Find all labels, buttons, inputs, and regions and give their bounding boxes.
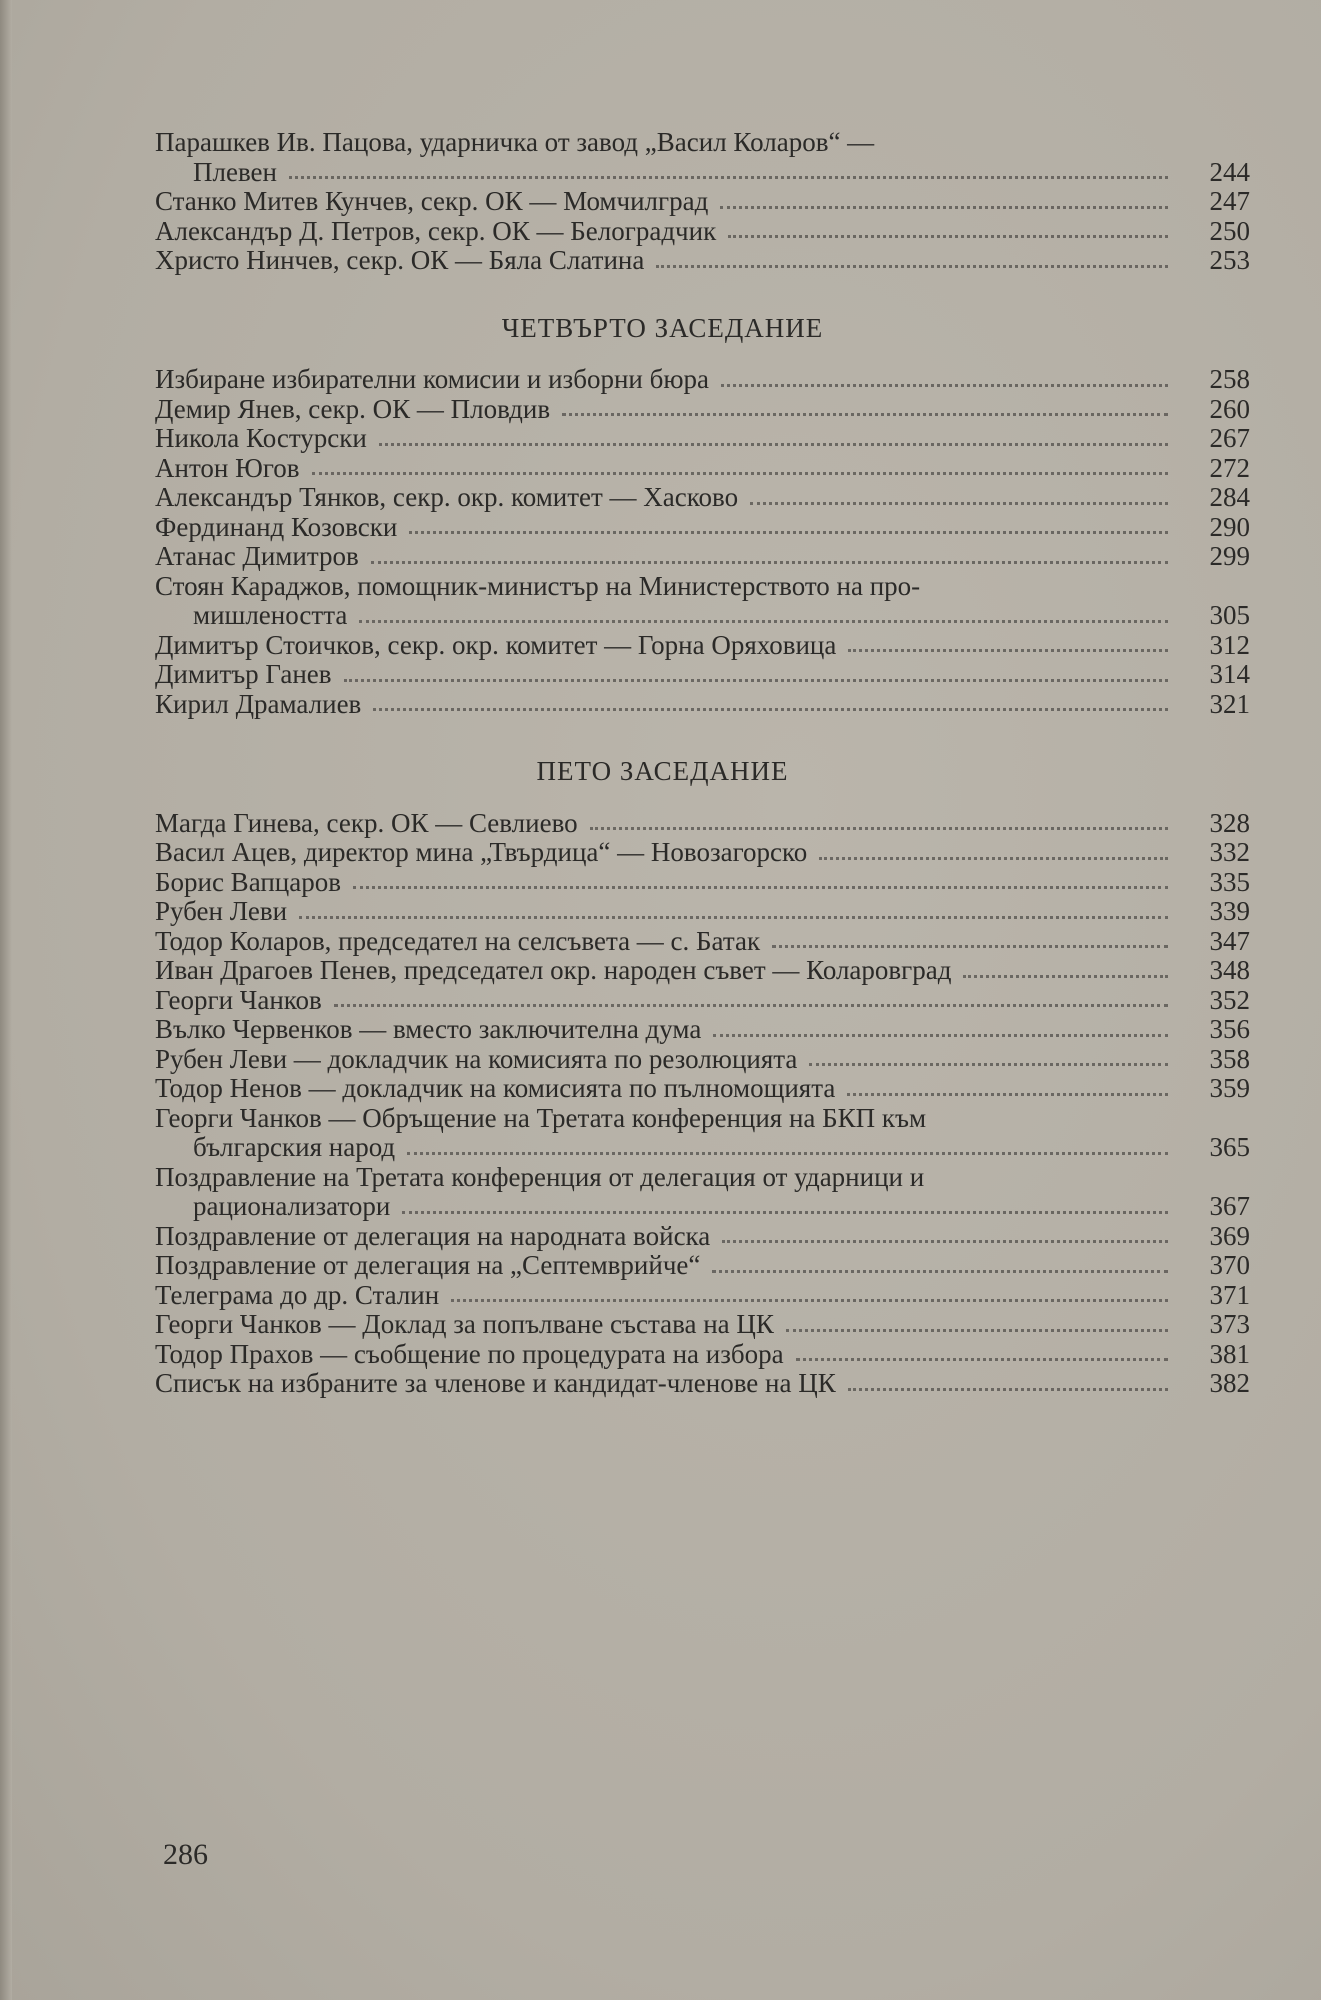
toc-entry bbox=[155, 454, 1250, 484]
entry-title: Поздравление на Третата конференция от делегация от ударници и bbox=[155, 1161, 925, 1192]
entry-page-number: 299 bbox=[1209, 541, 1250, 571]
dot-leader bbox=[359, 620, 1168, 623]
page-number: 286 bbox=[163, 1838, 208, 1871]
toc-entry bbox=[155, 365, 1250, 395]
entry-title: Александър Д. Петров, секр. ОК — Белоградчик bbox=[155, 215, 717, 246]
entry-page-number: 260 bbox=[1209, 393, 1250, 424]
entry-page-number: 321 bbox=[1209, 688, 1250, 719]
entry-title: Васил Ацев, директор мина „Твърдица“ — Новозагорско bbox=[155, 837, 808, 867]
dot-leader bbox=[656, 265, 1168, 268]
entry-title: Христо Нинчев, секр. ОК — Бяла Слатина bbox=[155, 245, 645, 275]
entry-title: Тодор Прахов — съобщение по процедурата на избора bbox=[155, 1338, 784, 1369]
entry-title: Кирил Драмалиев bbox=[155, 688, 362, 719]
toc-entry bbox=[155, 1340, 1250, 1370]
toc-entry bbox=[155, 246, 1250, 276]
toc-entry bbox=[155, 187, 1250, 217]
section-heading: ПЕТО ЗАСЕДАНИЕ bbox=[536, 756, 789, 786]
toc-entry bbox=[155, 1074, 1250, 1104]
dot-leader bbox=[299, 916, 1168, 919]
dot-leader bbox=[334, 1004, 1168, 1007]
entry-title-continuation: рационализатори bbox=[193, 1191, 391, 1221]
toc-entry bbox=[155, 513, 1250, 543]
dot-leader bbox=[796, 1358, 1168, 1361]
toc-entry bbox=[155, 956, 1250, 986]
entry-title: Георги Чанков — Обръщение на Третата конференция на БКП към bbox=[155, 1102, 927, 1133]
dot-leader bbox=[344, 679, 1168, 682]
dot-leader bbox=[722, 1240, 1168, 1243]
entry-title: Тодор Коларов, председател на селсъвета — с. Батак bbox=[155, 925, 761, 956]
dot-leader bbox=[590, 827, 1168, 830]
toc-entry bbox=[155, 660, 1250, 690]
dot-leader bbox=[451, 1299, 1168, 1302]
dot-leader bbox=[562, 413, 1168, 416]
entry-title: Магда Гинева, секр. ОК — Севлиево bbox=[155, 807, 578, 838]
toc-entry bbox=[155, 483, 1250, 513]
entry-page-number: 250 bbox=[1209, 215, 1250, 246]
dot-leader bbox=[772, 945, 1168, 948]
toc-entry bbox=[155, 424, 1250, 454]
entry-page-number: 356 bbox=[1209, 1014, 1250, 1044]
entry-page-number: 352 bbox=[1209, 984, 1250, 1015]
entry-title: Списък на избраните за членове и кандидат-членове на ЦК bbox=[155, 1368, 836, 1398]
entry-title: Атанас Димитров bbox=[155, 541, 359, 571]
entry-title: Александър Тянков, секр. окр. комитет — Хасково bbox=[155, 482, 739, 512]
toc-entry bbox=[155, 927, 1250, 957]
entry-page-number: 358 bbox=[1209, 1043, 1250, 1074]
entry-title-continuation: мишлеността bbox=[193, 600, 348, 630]
dot-leader bbox=[720, 206, 1168, 209]
entry-title: Фердинанд Козовски bbox=[155, 511, 398, 542]
dot-leader bbox=[712, 1270, 1168, 1273]
dot-leader bbox=[721, 384, 1168, 387]
entry-page-number: 347 bbox=[1209, 925, 1250, 956]
dot-leader bbox=[750, 502, 1168, 505]
toc-entry bbox=[155, 1104, 1250, 1163]
entry-page-number: 272 bbox=[1209, 452, 1250, 483]
toc-entry bbox=[155, 986, 1250, 1016]
toc-entry bbox=[155, 1251, 1250, 1281]
entry-title: Никола Костурски bbox=[155, 423, 367, 453]
dot-leader bbox=[407, 1152, 1168, 1155]
toc-entry bbox=[155, 838, 1250, 868]
entry-title: Димитър Стоичков, секр. окр. комитет — Горна Оряховица bbox=[155, 629, 837, 660]
toc-entry bbox=[155, 1310, 1250, 1340]
entry-title: Станко Митев Кунчев, секр. ОК — Момчилград bbox=[155, 186, 709, 216]
entry-page-number: 267 bbox=[1209, 423, 1250, 453]
entry-title: Рубен Леви bbox=[155, 896, 288, 926]
section-heading: ЧЕТВЪРТО ЗАСЕДАНИЕ bbox=[501, 312, 824, 343]
entry-title: Поздравление от делегация на народната войска bbox=[155, 1220, 711, 1251]
entry-page-number: 312 bbox=[1209, 629, 1250, 660]
toc-entry bbox=[155, 1222, 1250, 1252]
entry-page-number: 305 bbox=[1209, 600, 1250, 630]
entry-title: Антон Югов bbox=[155, 452, 300, 483]
entry-page-number: 332 bbox=[1209, 837, 1250, 867]
entry-page-number: 314 bbox=[1209, 659, 1250, 689]
entry-title: Тодор Ненов — докладчик на комисията по пълномощията bbox=[155, 1073, 836, 1103]
dot-leader bbox=[809, 1063, 1168, 1066]
toc-entry bbox=[155, 1281, 1250, 1311]
toc-section bbox=[155, 314, 1250, 720]
dot-leader bbox=[289, 176, 1168, 179]
toc-section bbox=[155, 128, 1250, 276]
entry-title: Георги Чанков bbox=[155, 984, 322, 1015]
entry-page-number: 382 bbox=[1209, 1368, 1250, 1398]
dot-leader bbox=[847, 1093, 1168, 1096]
entry-page-number: 371 bbox=[1209, 1279, 1250, 1310]
entry-title: Иван Драгоев Пенев, председател окр. народен съвет — Коларовград bbox=[155, 955, 952, 985]
entry-page-number: 244 bbox=[1209, 156, 1250, 187]
toc-entry bbox=[155, 897, 1250, 927]
dot-leader bbox=[848, 1388, 1168, 1391]
entry-page-number: 339 bbox=[1209, 896, 1250, 926]
entry-page-number: 328 bbox=[1209, 807, 1250, 838]
entry-page-number: 253 bbox=[1209, 245, 1250, 275]
dot-leader bbox=[371, 561, 1168, 564]
entry-page-number: 381 bbox=[1209, 1338, 1250, 1369]
entry-title: Демир Янев, секр. ОК — Пловдив bbox=[155, 393, 551, 424]
dot-leader bbox=[848, 649, 1168, 652]
entry-title-continuation: Плевен bbox=[193, 156, 277, 187]
entry-title: Стоян Караджов, помощник-министър на Министерството на про- bbox=[155, 570, 921, 601]
entry-page-number: 359 bbox=[1209, 1073, 1250, 1103]
dot-leader bbox=[963, 975, 1168, 978]
toc-entry bbox=[155, 1369, 1250, 1399]
dot-leader bbox=[409, 531, 1168, 534]
entry-page-number: 367 bbox=[1209, 1191, 1250, 1221]
entry-title: Борис Вапцаров bbox=[155, 866, 341, 897]
entry-title: Поздравление от делегация на „Септемврийче“ bbox=[155, 1250, 701, 1280]
toc-entry bbox=[155, 542, 1250, 572]
toc-entry bbox=[155, 690, 1250, 720]
entry-page-number: 258 bbox=[1209, 364, 1250, 394]
entry-page-number: 284 bbox=[1209, 482, 1250, 512]
entry-title: Телеграма до др. Сталин bbox=[155, 1279, 440, 1310]
dot-leader bbox=[402, 1211, 1168, 1214]
entry-page-number: 373 bbox=[1209, 1309, 1250, 1339]
toc-entry bbox=[155, 631, 1250, 661]
toc-entry bbox=[155, 1015, 1250, 1045]
entry-page-number: 247 bbox=[1209, 186, 1250, 216]
entry-title: Парашкев Ив. Пацова, ударничка от завод „Васил Коларов“ — bbox=[155, 127, 875, 157]
toc-section bbox=[155, 757, 1250, 1399]
entry-title: Димитър Ганев bbox=[155, 659, 332, 689]
entry-title: Георги Чанков — Доклад за попълване състава на ЦК bbox=[155, 1309, 774, 1339]
toc-entry bbox=[155, 868, 1250, 898]
toc-entry bbox=[155, 1045, 1250, 1075]
entry-page-number: 290 bbox=[1209, 511, 1250, 542]
entry-title: Избиране избирателни комисии и изборни бюра bbox=[155, 364, 710, 394]
entry-page-number: 365 bbox=[1209, 1132, 1250, 1162]
entry-page-number: 370 bbox=[1209, 1250, 1250, 1280]
dot-leader bbox=[312, 472, 1169, 475]
table-of-contents bbox=[155, 128, 1250, 1399]
dot-leader bbox=[728, 235, 1168, 238]
page-edge bbox=[0, 0, 12, 2000]
dot-leader bbox=[379, 443, 1168, 446]
entry-page-number: 369 bbox=[1209, 1220, 1250, 1251]
toc-entry bbox=[155, 128, 1250, 187]
dot-leader bbox=[786, 1329, 1168, 1332]
toc-entry bbox=[155, 1163, 1250, 1222]
dot-leader bbox=[373, 708, 1168, 711]
dot-leader bbox=[713, 1034, 1168, 1037]
entry-page-number: 335 bbox=[1209, 866, 1250, 897]
toc-entry bbox=[155, 809, 1250, 839]
toc-entry bbox=[155, 572, 1250, 631]
entry-title-continuation: българския народ bbox=[193, 1132, 396, 1162]
toc-entry bbox=[155, 217, 1250, 247]
dot-leader bbox=[819, 857, 1168, 860]
entry-title: Вълко Червенков — вместо заключителна дума bbox=[155, 1014, 702, 1044]
dot-leader bbox=[353, 886, 1168, 889]
toc-entry bbox=[155, 395, 1250, 425]
entry-page-number: 348 bbox=[1209, 955, 1250, 985]
entry-title: Рубен Леви — докладчик на комисията по резолюцията bbox=[155, 1043, 798, 1074]
